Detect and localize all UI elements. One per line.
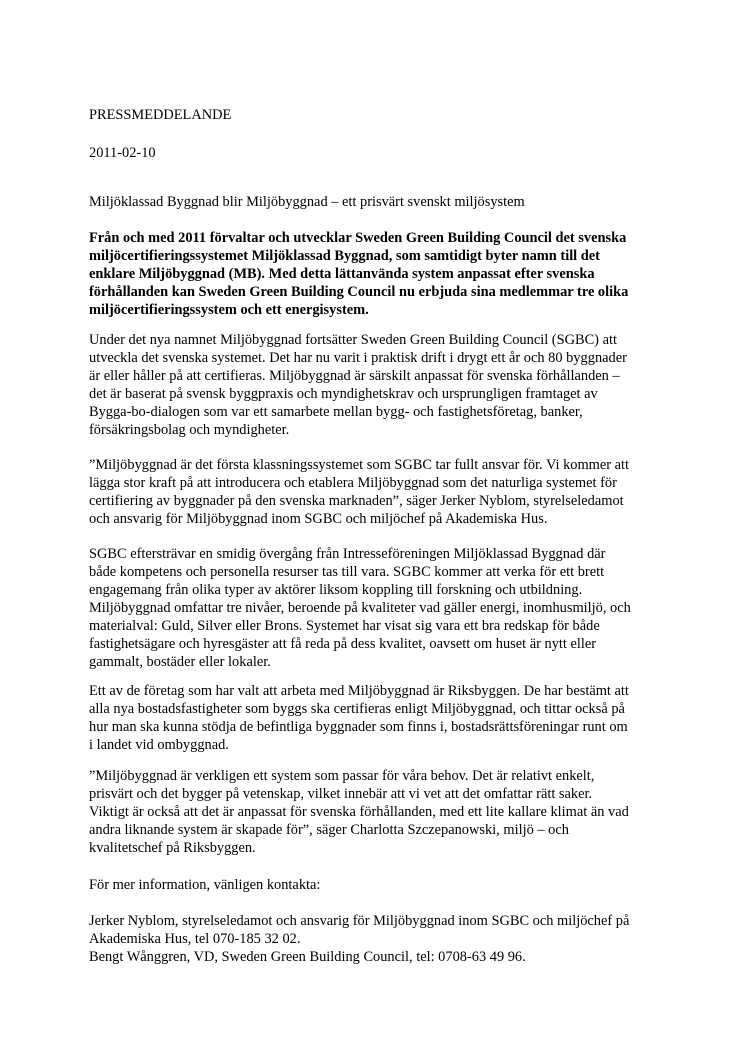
title-text: Miljöklassad Byggnad blir Miljöbyggnad – ett prisvärt svenskt miljösystem	[89, 194, 525, 210]
paragraph-line: kvalitetschef på Riksbyggen.	[89, 840, 256, 856]
body-paragraph	[89, 682, 669, 754]
paragraph-line: Ett av de företag som har valt att arbeta med Miljöbyggnad är Riksbyggen. De har bestämt att	[89, 683, 629, 699]
contact-list	[89, 912, 669, 966]
paragraph-line: utveckla det svenska systemet. Det har nu varit i praktisk drift i drygt ett år och 80 byggnader	[89, 350, 627, 366]
paragraph-line: ”Miljöbyggnad är verkligen ett system som passar för våra behov. Det är relativt enkelt,	[89, 768, 595, 784]
paragraph-line: försäkringsbolag och myndigheter.	[89, 422, 290, 438]
lead-line: miljöcertifieringssystem och ett energisystem.	[89, 302, 369, 318]
contact-intro	[89, 876, 669, 894]
paragraph-line: För mer information, vänligen kontakta:	[89, 877, 321, 893]
lead-line: enklare Miljöbyggnad (MB). Med detta lättanvända system anpassat efter svenska	[89, 266, 595, 282]
paragraph-line: prisvärt och det bygger på vetenskap, vilket innebär att vi vet att det omfattar rätt saker.	[89, 786, 593, 802]
paragraph-line: Miljöbyggnad omfattar tre nivåer, beroende på kvaliteter vad gäller energi, inomhusmiljö, och	[89, 600, 631, 616]
paragraph-line: det är baserat på svensk byggpraxis och myndighetskrav och ursprungligen framtaget av	[89, 386, 598, 402]
paragraph-line: gammalt, bostäder eller lokaler.	[89, 654, 271, 670]
lead-line: miljöcertifieringssystemet Miljöklassad Byggnad, som samtidigt byter namn till det	[89, 248, 600, 264]
document-date	[89, 144, 669, 162]
paragraph-line: både kompetens och personella resurser tas till vara. SGBC kommer att verka för ett brett	[89, 564, 605, 580]
paragraph-line: hur man ska kunna stödja de befintliga byggnader som finns i, bostadsrättsföreningar runt om	[89, 719, 628, 735]
paragraph-line: Under det nya namnet Miljöbyggnad fortsätter Sweden Green Building Council (SGBC) att	[89, 332, 617, 348]
quote-paragraph	[89, 456, 669, 528]
body-paragraph	[89, 331, 669, 439]
paragraph-line: alla nya bostadsfastigheter som byggs ska certifieras enligt Miljöbyggnad, och tittar också på	[89, 701, 625, 717]
body-paragraph	[89, 545, 669, 671]
lead-line: Från och med 2011 förvaltar och utvecklar Sweden Green Building Council det svenska	[89, 230, 627, 246]
paragraph-line: materialval: Guld, Silver eller Brons. Systemet har visat sig vara ett bra redskap för både	[89, 618, 600, 634]
date-text: 2011-02-10	[89, 145, 156, 161]
paragraph-line: och ansvarig för Miljöbyggnad inom SGBC och miljöchef på Akademiska Hus.	[89, 511, 548, 527]
paragraph-line: fastighetsägare och hyresgäster att få reda på dess kvalitet, oavsett om huset är nytt eller	[89, 636, 597, 652]
lead-paragraph	[89, 229, 669, 319]
paragraph-line: lägga stor kraft på att introducera och etablera Miljöbyggnad som det naturliga systemet för	[89, 475, 617, 491]
quote-paragraph	[89, 767, 669, 857]
contact-line: Jerker Nyblom, styrelseledamot och ansvarig för Miljöbyggnad inom SGBC och miljöchef på	[89, 913, 630, 929]
document-label	[89, 106, 669, 124]
paragraph-line: SGBC eftersträvar en smidig övergång från Intresseföreningen Miljöklassad Byggnad där	[89, 546, 606, 562]
paragraph-line: Bygga-bo-dialogen som var ett samarbete mellan bygg- och fastighetsföretag, banker,	[89, 404, 583, 420]
lead-line: förhållanden kan Sweden Green Building Council nu erbjuda sina medlemmar tre olika	[89, 284, 629, 300]
paragraph-line: engagemang från olika typer av aktörer liksom koppling till forskning och utbildning.	[89, 582, 583, 598]
paragraph-line: certifiering av byggnader på den svenska marknaden”, säger Jerker Nyblom, styrelseledamot	[89, 493, 624, 509]
paragraph-line: är eller håller på att certifieras. Miljöbyggnad är särskilt anpassat för svenska förhållanden –	[89, 368, 620, 384]
document-title	[89, 193, 669, 211]
contact-line: Akademiska Hus, tel 070-185 32 02.	[89, 931, 301, 947]
paragraph-line: Viktigt är också att det är anpassat för svenska förhållanden, med ett lite kallare klimat än vad	[89, 804, 629, 820]
label-text: PRESSMEDDELANDE	[89, 107, 232, 123]
contact-line: Bengt Wånggren, VD, Sweden Green Building Council, tel: 0708-63 49 96.	[89, 949, 526, 965]
paragraph-line: andra liknande system är skapade för”, säger Charlotta Szczepanowski, miljö – och	[89, 822, 569, 838]
paragraph-line: i landet vid ombyggnad.	[89, 737, 229, 753]
paragraph-line: ”Miljöbyggnad är det första klassningssystemet som SGBC tar fullt ansvar för. Vi kommer att	[89, 457, 630, 473]
